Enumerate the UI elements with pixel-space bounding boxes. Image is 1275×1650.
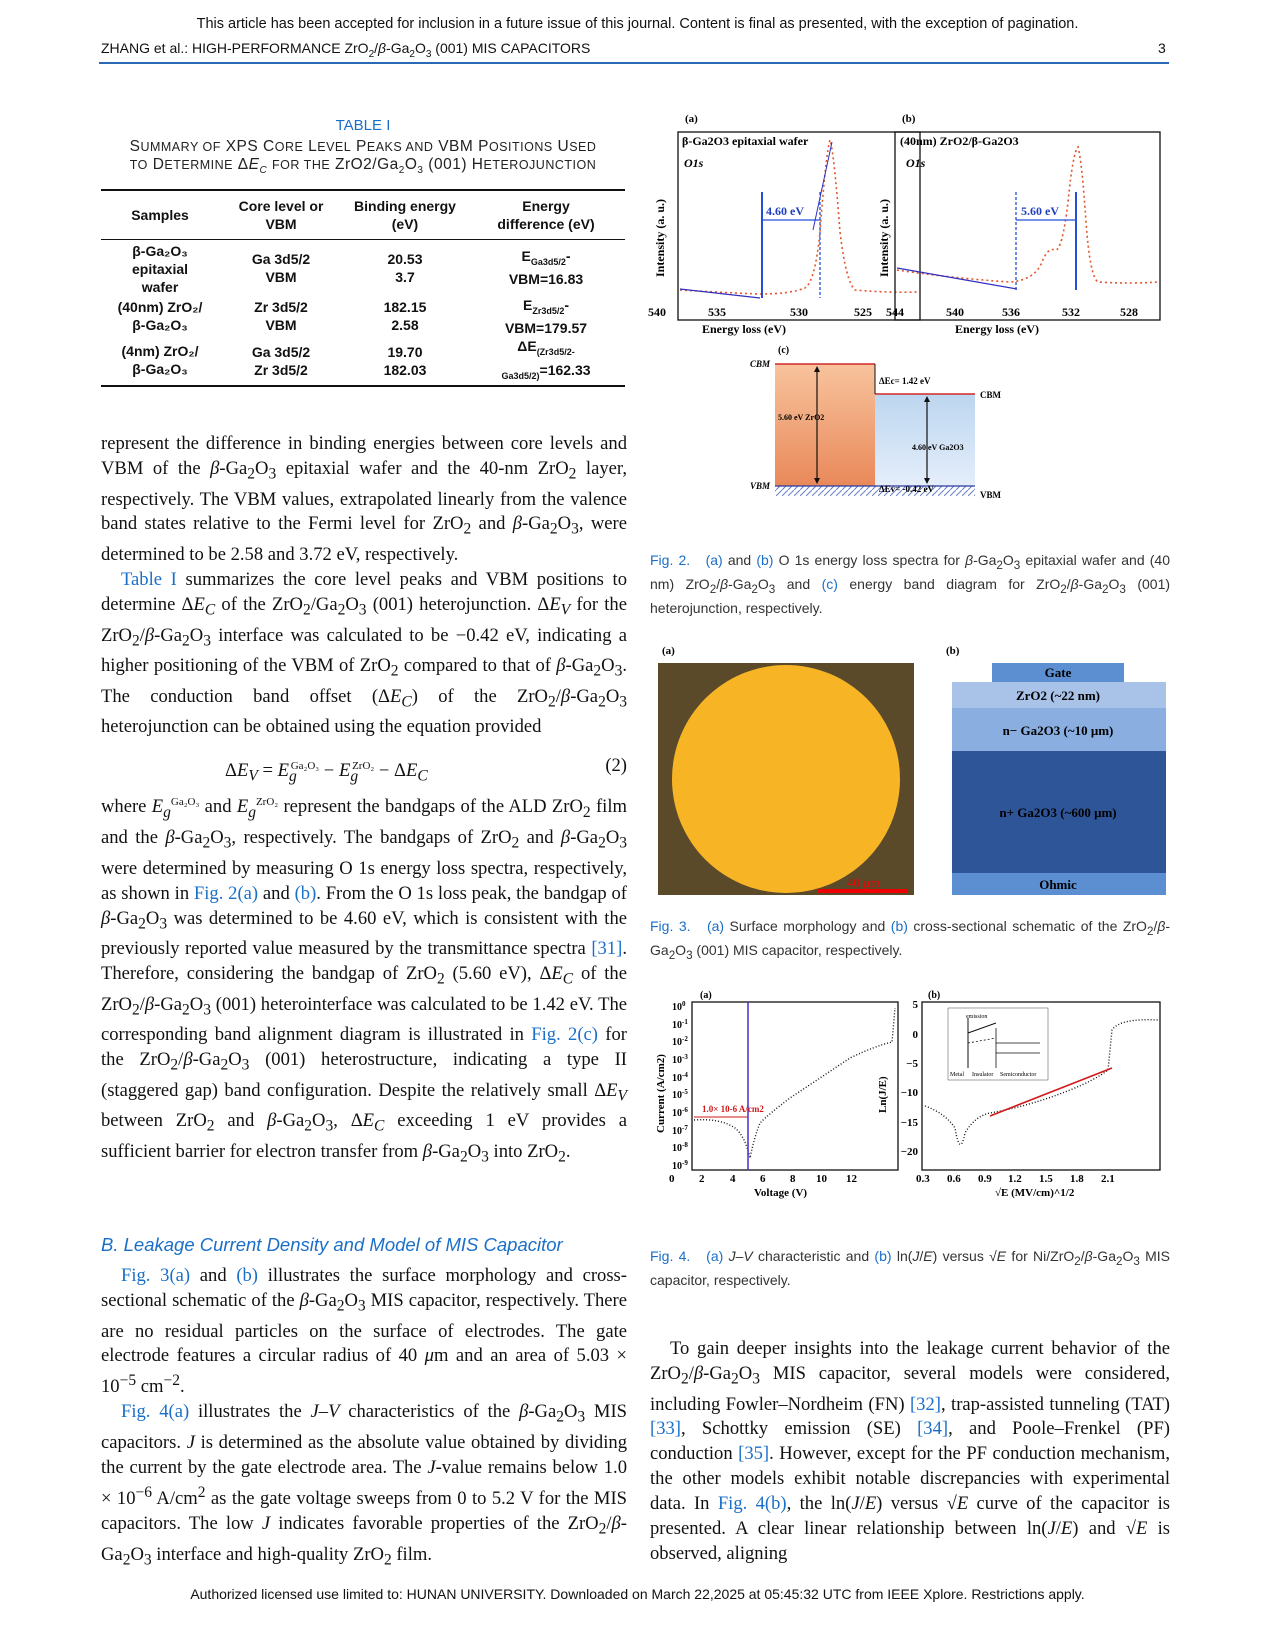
svg-text:−5: −5 — [906, 1058, 918, 1070]
fig2a-annotation: 4.60 eV — [766, 204, 804, 218]
fig2-graphic — [650, 112, 1170, 540]
svg-text:528: 528 — [1120, 305, 1138, 319]
svg-text:2.1: 2.1 — [1101, 1173, 1115, 1185]
svg-text:10-7: $10^{-7}$ — [672, 1124, 688, 1137]
fig2b-title: (40nm) ZrO2/β-Ga2O3 — [900, 134, 1019, 148]
fig3-caption: Fig. 3. (a) Surface morphology and (b) cross-sectional schematic of the $ZrO_2/\beta-Ga_2O_3$ (001) MIS capacitor, respectively. — [650, 918, 1170, 962]
paragraph: where $E_g^{Ga_2O_3}$ and $E_g^{ZrO_2}$ represent the bandgaps of the ALD ZrO$_2$ film and the $\beta-Ga_2O_3$, respectively. The bandgaps of ZrO$_2$ and $\beta-Ga_2O_3$ were determined by measuring O 1s energy loss spectra, respectively, as shown in Fig. 2(a) and (b). From the O 1s loss peak, the bandgap of $\beta-Ga_2O_3$ was determined to be 4.60 eV, which is consistent with the previously reported value measured by the transmittance spectra [31]. Therefore, considering the bandgap of ZrO$_2$ (5.60 eV), $\Delta E_C$ of the $ZrO_2/\beta-Ga_2O_3$ (001) heterointerface was calculated to be 1.42 eV. The corresponding band alignment diagram is illustrated in Fig. 2(c) for the $ZrO_2/\beta-Ga_2O_3$ (001) heterostructure, indicating a type II (staggered gap) band configuration. Despite the relatively small $\Delta E_V$ between ZrO$_2$ and $\beta-Ga_2O_3$, $\Delta E_C$ exceeding 1 eV provides a sufficient barrier for electron transfer from $\beta-Ga_2O_3$ into ZrO$_2$. — [101, 796, 627, 1166]
fig2a-ylabel: Intensity (a. u.) — [653, 198, 667, 277]
equation-number: (2) — [605, 755, 627, 777]
fig4a-yticks — [672, 1000, 688, 1172]
fig2a-xticks — [648, 305, 872, 319]
fig2b-xlabel: Energy loss (eV) — [955, 322, 1039, 336]
svg-text:544: 544 — [886, 305, 904, 319]
svg-text:10-9: $10^{-9}$ — [672, 1159, 688, 1172]
col-binding: Binding energy (eV) — [354, 197, 456, 232]
fig2c-dEv: ΔEv= -0.42 eV — [879, 484, 935, 494]
fig3b-layer-gate: Gate — [1044, 665, 1072, 680]
header-rule — [99, 62, 1169, 64]
fig2b-spectrum — [897, 147, 1158, 290]
fig4b-inset-insulator: Insulator — [972, 1072, 994, 1078]
svg-text:10-5: $10^{-5}$ — [672, 1088, 688, 1101]
left-body-text-2 — [101, 1264, 627, 1573]
fig4a-frame — [692, 1002, 898, 1170]
fig4a-annotation: 1.0× 10-6 A/cm2 — [702, 1104, 764, 1114]
fig2b-annotation: 5.60 eV — [1021, 204, 1059, 218]
fig2c-zro2-gap: 5.60 eV ZrO2 — [778, 413, 825, 422]
svg-text:−20: −20 — [900, 1146, 918, 1158]
table-link[interactable]: Table I — [121, 568, 177, 590]
left-body-text — [101, 432, 627, 1171]
fig4b-xticks — [916, 1173, 1115, 1185]
fig2a-peak: O1s — [684, 156, 704, 170]
fig2c-label: (c) — [778, 345, 790, 356]
svg-text:10-3: $10^{-3}$ — [672, 1053, 688, 1066]
xps-table — [101, 189, 625, 387]
svg-text:0.9: 0.9 — [978, 1173, 992, 1185]
fig4b-inset — [948, 1008, 1048, 1080]
equation: $\Delta E_V = E_g^{Ga_2O_3} - E_g^{ZrO_2} - \Delta E_C$ (2) — [225, 755, 627, 786]
table-row: (40nm) ZrO₂/ β-Ga₂O₃ Zr 3d5/2 VBM 182.15 2.58 $E_{Zr3d5/2}-$ VBM=179.57 — [117, 296, 588, 337]
fig3b-layer-ohmic: Ohmic — [1039, 877, 1077, 892]
svg-text:10: 10 — [816, 1173, 827, 1185]
table-title: SUMMARY OF XPS CORE LEVEL PEAKS AND VBM POSITIONS USED TO DETERMINE $\Delta E_C$ FOR THE $ZrO2/Ga_2O_3$ (001) HETEROJUNCTION — [129, 138, 597, 177]
fig3a-electrode — [672, 665, 900, 893]
fig4a-xticks — [669, 1173, 858, 1185]
svg-text:8: 8 — [790, 1173, 796, 1185]
paragraph: represent the difference in binding energies between core levels and VBM of the $\beta-Ga_2O_3$ epitaxial wafer and the 40-nm ZrO$_2$ layer, respectively. The VBM values, extrapolated linearly from the valence band states relative to the Fermi level for ZrO$_2$ and $\beta-Ga_2O_3$, were determined to be 2.58 and 3.72 eV, respectively. — [101, 433, 627, 566]
fig4-caption: Fig. 4. (a) J–V characteristic and (b) ln(J/E) versus √E for $Ni/ZrO_2/\beta-Ga_2O_3$ MIS capacitor, respectively. — [650, 1248, 1171, 1289]
svg-text:1.8: 1.8 — [1070, 1173, 1084, 1185]
table-label: TABLE I — [335, 117, 391, 134]
license-footer: Authorized licensed use limited to: HUNAN UNIVERSITY. Downloaded on March 22,2025 at 05:45:32 UTC from IEEE Xplore. Restrictions apply. — [190, 1586, 1085, 1602]
page-number: 3 — [1158, 40, 1166, 56]
svg-text:1.2: 1.2 — [1008, 1173, 1022, 1185]
fig2c-band-diagram — [775, 364, 975, 496]
fig2a-xlabel: Energy loss (eV) — [702, 322, 786, 336]
fig2c-dEc: ΔEc= 1.42 eV — [879, 376, 931, 386]
svg-text:540: 540 — [946, 305, 964, 319]
paragraph: Table I summarizes the core level peaks and VBM positions to determine $\Delta E_C$ of the $ZrO_2/Ga_2O_3$ (001) heterojunction. $\Delta E_V$ for the $ZrO_2/\beta-Ga_2O_3$ interface was calculated to be −0.42 eV, indicating a higher positioning of the VBM of ZrO$_2$ compared to that of $\beta-Ga_2O_3$. The conduction band offset $(\Delta E_C)$ of the $ZrO_2/\beta-Ga_2O_3$ heterojunction can be obtained using the equation provided — [101, 568, 627, 738]
paragraph: Fig. 3(a) and (b) illustrates the surface morphology and cross-sectional schematic of the $\beta-Ga_2O_3$ MIS capacitor, respectively. There are no residual particles on the surface of electrodes. The gate electrode features a circular radius of 40 μm and an area of $5.03 \times 10^{-5}$ $cm^{-2}$. — [101, 1265, 628, 1398]
svg-text:536: 536 — [1002, 305, 1020, 319]
section-heading: B. Leakage Current Density and Model of MIS Capacitor — [101, 1234, 563, 1255]
svg-text:100: $10^0$ — [672, 1000, 686, 1013]
fig2b-ylabel: Intensity (a. u.) — [877, 198, 891, 277]
svg-text:0.6: 0.6 — [947, 1173, 961, 1185]
svg-text:532: 532 — [1062, 305, 1080, 319]
fig2b-peak: O1s — [906, 156, 926, 170]
fig4a-curve — [694, 1002, 895, 1170]
fig2a-label: (a) — [685, 113, 698, 125]
svg-text:0: 0 — [669, 1173, 675, 1185]
svg-text:530: 530 — [790, 305, 808, 319]
col-diff: Energy difference (eV) — [497, 197, 595, 232]
paragraph: To gain deeper insights into the leakage current behavior of the $ZrO_2/\beta-Ga_2O_3$ MIS capacitor, several models were considered, including Fowler–Nordheim (FN) [32], trap-assisted tunneling (TAT) [33], Schottky emission (SE) [34], and Poole–Frenkel (PF) conduction [35]. However, except for the PF conduction mechanism, the other models exhibit notable discrepancies with experimental data. In Fig. 4(b), the ln(J/E) versus √E curve of the capacitor is presented. A clear linear relationship between ln(J/E) and √E is observed, aligning — [650, 1338, 1170, 1564]
fig4b-yticks — [901, 999, 919, 1158]
fig3a-scalebar-label: 40 μm — [847, 875, 881, 890]
fig2b-label: (b) — [902, 113, 916, 125]
svg-text:525: 525 — [854, 305, 872, 319]
fig4b-ylabel: Ln(J/E) — [877, 1076, 889, 1113]
col-samples: Samples — [131, 206, 189, 223]
svg-text:10-6: $10^{-6}$ — [672, 1106, 688, 1119]
fig4a-label: (a) — [700, 990, 712, 1001]
svg-text:−10: −10 — [900, 1087, 918, 1099]
fig3-graphic — [650, 645, 1170, 905]
svg-text:6: 6 — [760, 1173, 766, 1185]
fig3b-layer-zro2: ZrO2 (~22 nm) — [1015, 688, 1101, 703]
running-head: ZHANG et al.: HIGH-PERFORMANCE $ZrO_2/\beta-Ga_2O_3$ (001) MIS CAPACITORS — [101, 40, 591, 60]
svg-text:12: 12 — [846, 1173, 857, 1185]
table-row: (4nm) ZrO₂/ β-Ga₂O₃ Ga 3d5/2 Zr 3d5/2 19.70 182.03 $\Delta E_{(Zr3d5/2-}$ $_{Ga3d5/2)}$=162.33 — [121, 338, 591, 381]
fig2a-title: β-Ga2O3 epitaxial wafer — [682, 134, 809, 148]
fig4a-xlabel: Voltage (V) — [754, 1187, 808, 1199]
fig2c-cbm-left: CBM — [750, 359, 771, 369]
fig2c-vbm-left: VBM — [750, 481, 771, 491]
svg-text:10-1: $10^{-1}$ — [672, 1018, 688, 1031]
fig3b-layer-nplus: n+ Ga2O3 (~600 μm) — [999, 805, 1117, 820]
fig2c-vbm-right: VBM — [980, 490, 1001, 500]
svg-text:10-2: $10^{-2}$ — [672, 1035, 688, 1048]
svg-text:2: 2 — [699, 1173, 705, 1185]
svg-text:540: 540 — [648, 305, 666, 319]
svg-text:1.5: 1.5 — [1039, 1173, 1053, 1185]
fig2c-cbm-right: CBM — [980, 390, 1001, 400]
fig4b-inset-semiconductor: Semiconductor — [1000, 1072, 1037, 1078]
fig2c-ga2o3-gap: 4.60 eV Ga2O3 — [912, 443, 964, 452]
svg-text:10-4: $10^{-4}$ — [672, 1071, 688, 1084]
svg-text:10-8: $10^{-8}$ — [672, 1141, 688, 1154]
col-core: Core level or VBM — [238, 197, 324, 232]
fig4b-inset-emission: emission — [966, 1014, 988, 1020]
svg-text:−15: −15 — [900, 1117, 918, 1129]
svg-text:0.3: 0.3 — [916, 1173, 930, 1185]
svg-text:5: 5 — [912, 999, 918, 1011]
table-row: β-Ga₂O₃ epitaxial wafer Ga 3d5/2 VBM 20.53 3.7 $E_{Ga3d5/2}-$ VBM=16.83 — [131, 242, 584, 295]
paragraph: Fig. 4(a) illustrates the J–V characteristics of the $\beta-Ga_2O_3$ MIS capacitors. J is determined as the absolute value obtained by dividing the current by the gate electrode area. The J-value remains below $1.0 \times 10^{-6}$ $A/cm^2$ as the gate voltage sweeps from 0 to 5.2 V for the MIS capacitors. The low J indicates favorable properties of the $ZrO_2/\beta-Ga_2O_3$ interface and high-quality ZrO$_2$ film. — [101, 1401, 627, 1569]
svg-text:535: 535 — [708, 305, 726, 319]
fig3b-label: (b) — [946, 645, 960, 657]
right-body-text — [650, 1337, 1170, 1567]
fig4b-inset-metal: Metal — [950, 1072, 964, 1078]
fig4-graphic — [650, 988, 1170, 1208]
fig2b-frame — [895, 132, 1160, 320]
fig2b-xticks — [886, 305, 1138, 319]
fig2-caption: Fig. 2. (a) and (b) O 1s energy loss spectra for $\beta-Ga_2O_3$ epitaxial wafer and (40 nm) $ZrO_2/\beta-Ga_2O_3$ and (c) energy band diagram for $ZrO_2/\beta-Ga_2O_3$ (001) heterojunction, respectively. — [650, 552, 1171, 617]
fig3b-layer-nminus: n− Ga2O3 (~10 μm) — [1002, 723, 1114, 738]
acceptance-notice: This article has been accepted for inclusion in a future issue of this journal. Content is final as presented, with the exception of pagination. — [196, 16, 1079, 32]
svg-text:4: 4 — [730, 1173, 736, 1185]
fig4a-ylabel: Current (A/cm2) — [655, 1054, 667, 1133]
fig3a-label: (a) — [662, 645, 675, 657]
fig4b-label: (b) — [928, 990, 941, 1001]
svg-text:0: 0 — [912, 1029, 918, 1041]
fig4b-xlabel: √E (MV/cm)^1/2 — [995, 1187, 1075, 1199]
